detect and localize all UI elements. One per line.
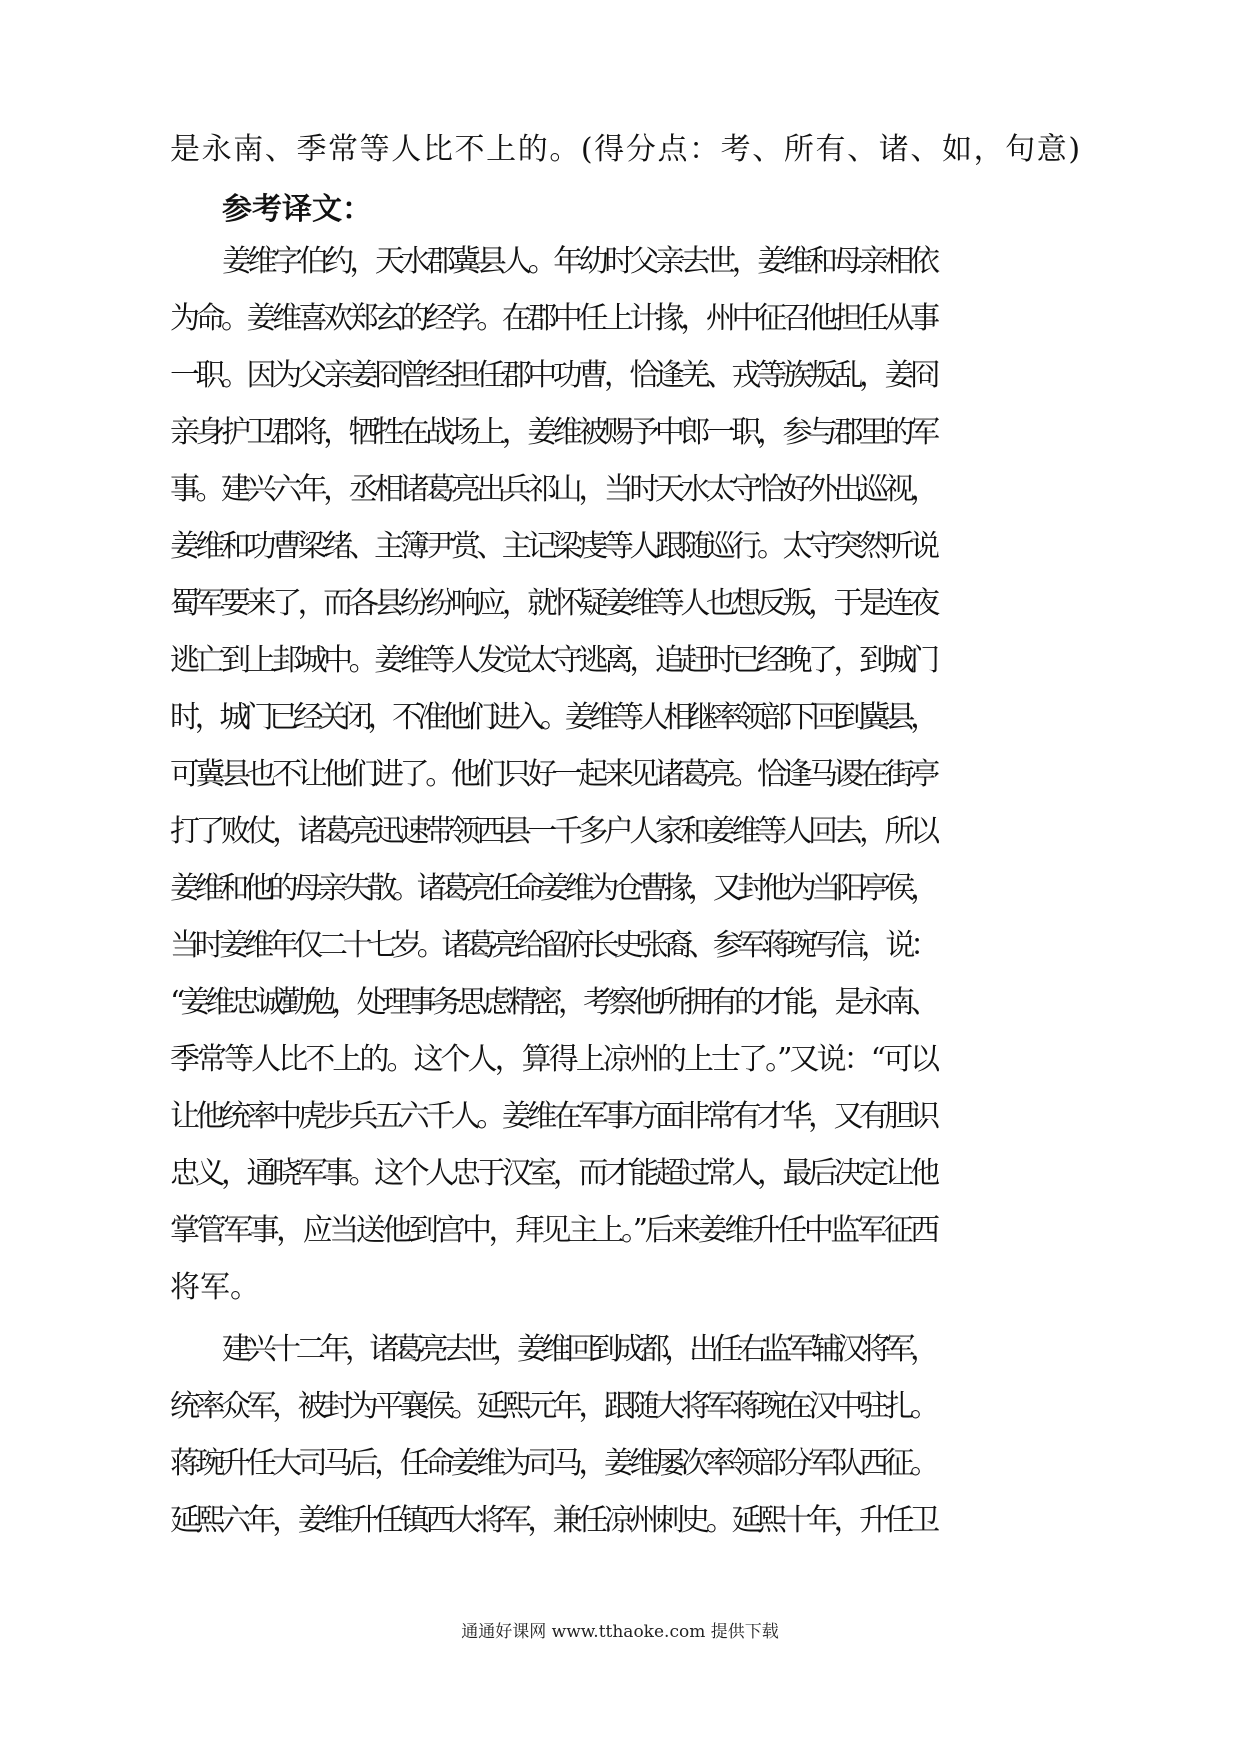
text-line-content: “姜维忠诚勤勉，处理事务思虑精密，考察他所拥有的才能，是永南、 xyxy=(170,985,936,1020)
text-line xyxy=(0,802,1240,862)
text-line-content: 让他统率中虎步兵五六千人。姜维在军事方面非常有才华，又有胆识 xyxy=(170,1099,936,1134)
text-line xyxy=(0,1434,1240,1494)
text-line xyxy=(0,1377,1240,1437)
text-line-content: 事。建兴六年，丞相诸葛亮出兵祁山，当时天水太守恰好外出巡视， xyxy=(170,472,936,507)
text-line xyxy=(0,232,1240,292)
text-line xyxy=(0,916,1240,976)
text-line-content: 蒋琬升任大司马后，任命姜维为司马，姜维屡次率领部分军队西征。 xyxy=(170,1446,936,1481)
text-line xyxy=(0,1201,1240,1261)
text-line xyxy=(0,973,1240,1033)
text-line xyxy=(0,346,1240,406)
text-line-content: 一职。因为父亲姜冏曾经担任郡中功曹，恰逢羌、戎等族叛乱，姜冏 xyxy=(170,358,936,393)
text-line-content: 蜀军要来了，而各县纷纷响应，就怀疑姜维等人也想反叛，于是连夜 xyxy=(170,586,936,621)
text-line-content: 季常等人比不上的。这个人，算得上凉州的上士了。”又说：“可以 xyxy=(170,1042,938,1077)
text-line-content: 掌管军事，应当送他到宫中，拜见主上。”后来姜维升任中监军征西 xyxy=(170,1213,937,1248)
text-line xyxy=(0,688,1240,748)
text-line-content: 统率众军，被封为平襄侯。延熙元年，跟随大将军蒋琬在汉中驻扎。 xyxy=(170,1389,936,1424)
text-line-content: 姜维和他的母亲失散。诸葛亮任命姜维为仓曹掾，又封他为当阳亭侯， xyxy=(170,871,935,906)
text-line xyxy=(0,574,1240,634)
text-line xyxy=(0,1320,1240,1380)
text-line-content: 将军。 xyxy=(170,1270,260,1305)
text-line xyxy=(0,120,1240,180)
text-line-content: 忠义，通晓军事。这个人忠于汉室，而才能超过常人，最后决定让他 xyxy=(170,1156,936,1191)
text-line xyxy=(0,859,1240,919)
text-line-content: 参考译文： xyxy=(222,192,372,227)
text-line-content: 亲身护卫郡将，牺牲在战场上，姜维被赐予中郎一职，参与郡里的军 xyxy=(170,415,936,450)
text-line xyxy=(0,631,1240,691)
page-footer: 通通好课网 www.tthaoke.com 提供下载 xyxy=(461,1622,779,1642)
text-line xyxy=(0,517,1240,577)
text-line-content: 当时姜维年仅二十七岁。诸葛亮给留府长史张裔、参军蒋琬写信，说： xyxy=(170,928,935,963)
text-line xyxy=(0,1087,1240,1147)
text-line xyxy=(0,403,1240,463)
text-line xyxy=(0,1030,1240,1090)
text-line-content: 延熙六年，姜维升任镇西大将军，兼任凉州刺史。延熙十年，升任卫 xyxy=(170,1503,936,1538)
text-line xyxy=(0,745,1240,805)
text-line xyxy=(0,1258,1240,1318)
text-line-content: 为命。姜维喜欢郑玄的经学。在郡中任上计掾，州中征召他担任从事 xyxy=(170,301,936,336)
text-line xyxy=(0,180,1240,240)
text-line-content: 是永南、季常等人比不上的。(得分点：考、所有、诸、如，句意) xyxy=(170,132,1082,167)
text-line xyxy=(0,1491,1240,1551)
text-line-content: 姜维和功曹梁绪、主簿尹赏、主记梁虔等人跟随巡行。太守突然听说 xyxy=(170,529,936,564)
text-line-content: 打了败仗，诸葛亮迅速带领西县一千多户人家和姜维等人回去，所以 xyxy=(170,814,936,849)
text-line-content: 逃亡到上邽城中。姜维等人发觉太守逃离，追赶时已经晚了，到城门 xyxy=(170,643,936,678)
text-line-content: 时，城门已经关闭，不准他们进入。姜维等人相继率领部下回到冀县， xyxy=(170,700,935,735)
text-line-content: 姜维字伯约，天水郡冀县人。年幼时父亲去世，姜维和母亲相依 xyxy=(222,244,936,279)
text-line-content: 建兴十二年，诸葛亮去世，姜维回到成都，出任右监军辅汉将军， xyxy=(222,1332,935,1367)
text-line xyxy=(0,289,1240,349)
text-line xyxy=(0,460,1240,520)
text-line xyxy=(0,1144,1240,1204)
text-line-content: 可冀县也不让他们进了。他们只好一起来见诸葛亮。恰逢马谡在街亭 xyxy=(170,757,936,792)
